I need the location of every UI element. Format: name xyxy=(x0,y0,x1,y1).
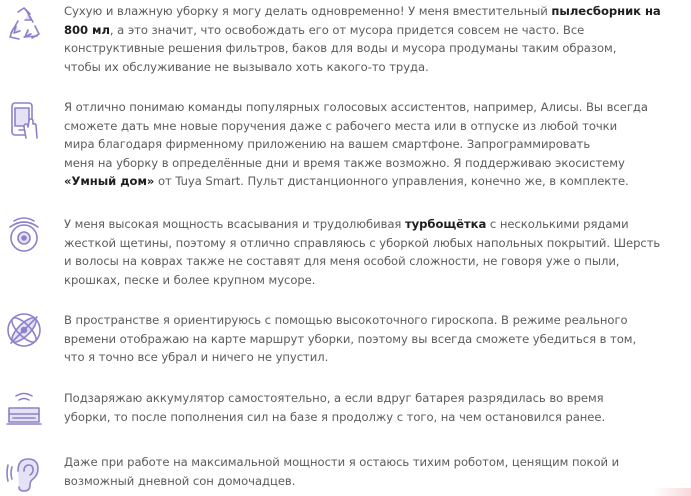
text-line: Я отлично понимаю команды популярных голосовых ассистентов, например, Алисы. Вы всегда xyxy=(64,100,648,114)
text-line: Сухую и влажную уборку я могу делать одновременно! У меня вместительный пылесборник на xyxy=(64,4,661,18)
charging-dock-icon xyxy=(4,388,44,428)
recycle-icon xyxy=(4,4,44,44)
feature-text xyxy=(64,453,688,490)
text-line: «Умный дом» от Tuya Smart. Пульт дистанционного управления, конечно же, в комплекте. xyxy=(64,174,629,189)
text-line: 800 мл, а это значит, что освобождать его от мусора придется совсем не часто. Все xyxy=(64,22,585,37)
feature-text xyxy=(64,311,688,367)
corner-decoration xyxy=(653,488,691,496)
text-line: и волосы на коврах также не составят для меня особой сложности, не говоря уже о пыли, xyxy=(64,254,620,269)
text-line: Подзаряжаю аккумулятор самостоятельно, а если вдруг батарея разрядилась во время xyxy=(64,391,604,405)
text-line: У меня высокая мощность всасывания и трудолюбивая турбощётка с несколькими рядами xyxy=(64,217,629,231)
feature-text xyxy=(64,389,688,426)
text-line: чтобы их обслуживание не вызывало хоть какого-то труда. xyxy=(64,59,429,74)
text-line: мира благодаря фирменному приложению на вашем смартфоне. Запрограммировать xyxy=(64,137,591,152)
feature-text xyxy=(64,2,688,76)
text-line: конструктивные решения фильтров, баков для воды и мусора продуманы таким образом, xyxy=(64,41,617,56)
text-line: что я точно все убрал и ничего не упустил. xyxy=(64,350,329,365)
text-line: уборки, то после пополнения сил на базе я продолжу с того, на чем остановился ранее. xyxy=(64,409,606,424)
ear-icon xyxy=(4,453,44,493)
text-line: крошках, песке и более крупном мусоре. xyxy=(64,272,316,287)
text-line: сможете дать мне новые поручения даже с рабочего места или в отпуске из любой точки xyxy=(64,118,618,133)
text-line: возможный дневной сон домочадцев. xyxy=(64,473,296,488)
text-line: Даже при работе на максимальной мощности я остаюсь тихим роботом, ценящим покой и xyxy=(64,455,620,469)
gyroscope-icon xyxy=(4,310,44,350)
text-line: времени отображаю на карте маршрут уборки, поэтому вы всегда сможете убедиться в том, xyxy=(64,331,637,346)
robot-vacuum-icon xyxy=(4,215,44,255)
feature-text xyxy=(64,98,688,191)
text-line: жесткой щетины, поэтому я отлично справляюсь с уборкой любых напольных покрытий. Шерсть xyxy=(64,235,661,250)
smartphone-touch-icon xyxy=(4,100,44,140)
text-line: меня на уборку в определённые дни и время также возможно. Я поддерживаю экосистему xyxy=(64,155,625,170)
feature-text xyxy=(64,215,688,289)
text-line: В пространстве я ориентируюсь с помощью высокоточного гироскопа. В режиме реального xyxy=(64,313,628,327)
